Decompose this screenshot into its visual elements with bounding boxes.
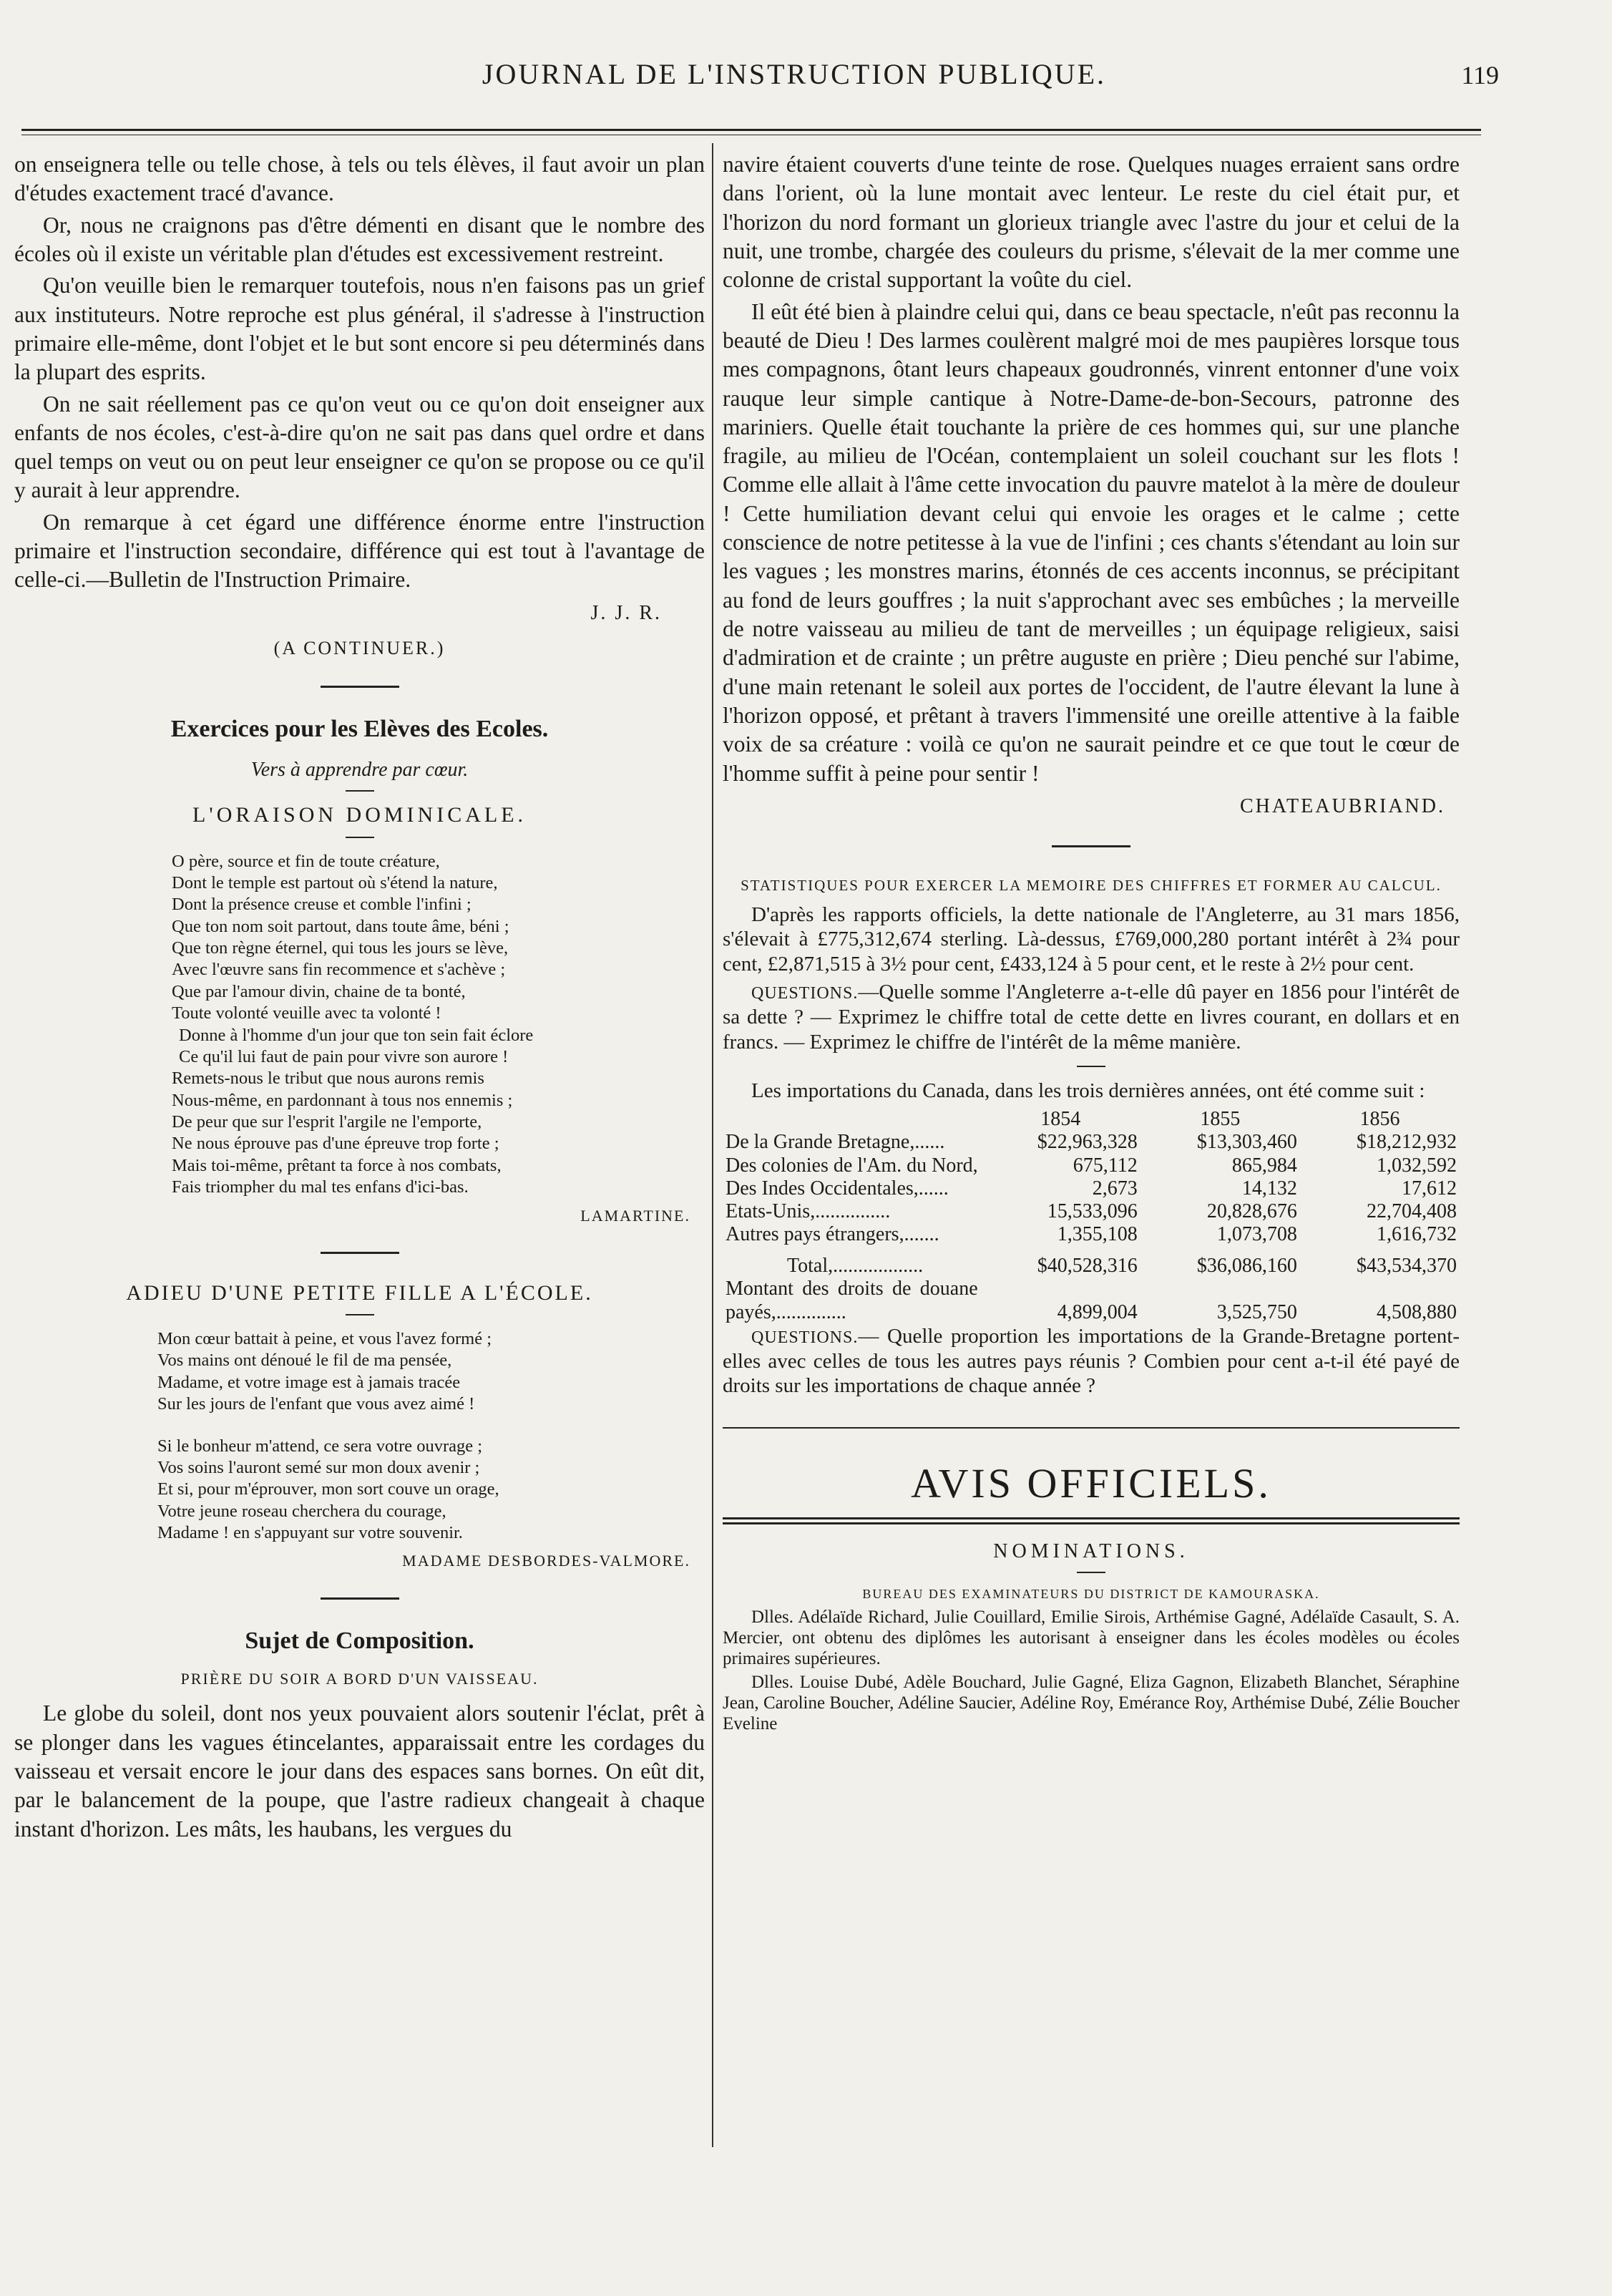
year-header: 1854: [1040, 1108, 1081, 1131]
imports-table: [723, 1108, 1460, 1324]
bureau-heading: BUREAU DES EXAMINATEURS DU DISTRICT DE KAMOURASKA.: [862, 1587, 1320, 1602]
paragraph: Dlles. Adélaïde Richard, Julie Couillard, Emilie Sirois, Arthémise Gagné, Adélaïde Casault, S. A. Mercier, ont obtenu des diplômes les autorisant à enseigner dans les écoles modèles ou écoles primaires supérieures.: [723, 1607, 1460, 1669]
row-label: Montant des droits de douane payés,..............: [726, 1278, 978, 1323]
table-row: [723, 1223, 1460, 1246]
poem-line: Madame, et votre image est à jamais tracée: [157, 1372, 461, 1392]
article-signature: J. J. R.: [590, 601, 662, 624]
section-separator: [321, 686, 399, 688]
cell-value: $40,528,316: [1037, 1255, 1138, 1278]
poem-line: Fais triompher du mal tes enfans d'ici-bas.: [172, 1177, 469, 1197]
paragraph: [723, 980, 1460, 1054]
paragraph: Or, nous ne craignons pas d'être démenti en disant que le nombre des écoles où il existe un véritable plan d'études est excessivement restreint.: [14, 212, 705, 266]
section-separator: [321, 1597, 399, 1600]
right-column: [723, 150, 1460, 1737]
row-label: De la Grande Bretagne,......: [726, 1131, 945, 1154]
article-signature: CHATEAUBRIAND.: [1240, 794, 1445, 817]
cell-value: 15,533,096: [1047, 1200, 1138, 1222]
poem-title: L'ORAISON DOMINICALE.: [192, 803, 527, 827]
small-separator: [346, 790, 374, 792]
poem-line: Que par l'amour divin, chaine de ta bonté,: [172, 981, 466, 1001]
small-separator: [346, 1314, 374, 1315]
section-separator: [321, 1252, 399, 1254]
paragraph: Qu'on veuille bien le remarquer toutefois, nous n'en faisons pas un grief aux instituteurs. Notre reproche est plus général, il s'adresse à l'instruction primaire elle-même, dont l'objet et le but sont encore si peu déterminés dans la plupart des esprits.: [14, 273, 705, 385]
small-separator: [1077, 1066, 1105, 1067]
cell-value: 22,704,408: [1367, 1200, 1457, 1222]
table-duties-row: [723, 1278, 1460, 1323]
cell-value: 4,508,880: [1377, 1300, 1457, 1323]
questions-text: — Quelle proportion les importations de la Grande-Bretagne portent-elles avec celles de tous les autres pays réunis ? Combien pour cent a-t-il été payé de droits sur les importations de chaque année ?: [723, 1324, 1460, 1398]
paragraph: D'après les rapports officiels, la dette nationale de l'Angleterre, au 31 mars 1856, s'élevait à £775,312,674 sterling. Là-dessus, £769,000,280 portant intérêt à 2¾ pour cent, £2,871,515 à 3½ pour cent, £433,124 à 5 pour cent, et le reste à 2½ pour cent.: [723, 903, 1460, 976]
exercises-title: Exercices pour les Elèves des Ecoles.: [170, 715, 549, 742]
table-row: [723, 1154, 1460, 1177]
row-label: Des colonies de l'Am. du Nord,: [726, 1154, 978, 1177]
cell-value: 1,073,708: [1216, 1223, 1297, 1246]
poem-author: LAMARTINE.: [580, 1206, 690, 1225]
poem-line: Madame ! en s'appuyant sur votre souvenir.: [157, 1523, 463, 1543]
page-number: 119: [1461, 61, 1499, 89]
avis-officiels-title: AVIS OFFICIELS.: [911, 1460, 1271, 1507]
cell-value: 865,984: [1231, 1154, 1297, 1177]
poem-line: Mon cœur battait à peine, et vous l'avez formé ;: [157, 1329, 492, 1349]
small-separator: [1077, 1572, 1105, 1573]
poem-line: Vos soins l'auront semé sur mon doux avenir ;: [157, 1457, 480, 1477]
table-header-row: [723, 1108, 1460, 1131]
poem-line: Mais toi-même, prêtant ta force à nos combats,: [172, 1155, 502, 1175]
cell-value: 4,899,004: [1057, 1300, 1138, 1323]
exercises-subtitle: Vers à apprendre par cœur.: [250, 759, 469, 782]
section-rule: [723, 1427, 1460, 1429]
questions-label: QUESTIONS.: [751, 983, 859, 1003]
double-rule: [723, 1517, 1460, 1524]
poem-line: Toute volonté veuille avec ta volonté !: [172, 1003, 441, 1023]
poem-line: Vos mains ont dénoué le fil de ma pensée,: [157, 1351, 452, 1371]
poem-line: Donne à l'homme d'un jour que ton sein fait éclore: [179, 1025, 534, 1045]
small-separator: [346, 837, 374, 838]
table-row: [723, 1177, 1460, 1200]
row-label: Des Indes Occidentales,......: [726, 1177, 949, 1200]
row-label: Etats-Unis,...............: [726, 1200, 891, 1222]
section-separator: [1052, 845, 1130, 847]
table-total-row: [723, 1246, 1460, 1278]
poem-author: MADAME DESBORDES-VALMORE.: [402, 1552, 690, 1570]
year-header: 1855: [1200, 1108, 1241, 1131]
paragraph: On remarque à cet égard une différence énorme entre l'instruction primaire et l'instruction secondaire, différence qui est tout à l'avantage de celle-ci.—Bulletin de l'Instruction Primaire.: [14, 509, 705, 593]
cell-value: 2,673: [1092, 1177, 1138, 1200]
poem-oraison: [172, 851, 705, 1199]
composition-title: Sujet de Composition.: [245, 1627, 474, 1654]
poem-line: Que ton règne éternel, qui tous les jours se lève,: [172, 938, 509, 958]
page-header: [21, 50, 1567, 107]
cell-value: $36,086,160: [1196, 1255, 1297, 1278]
paragraph: On ne sait réellement pas ce qu'on veut ou ce qu'on doit enseigner aux enfants de nos écoles, c'est-à-dire qu'on ne sait pas dans quel ordre et dans quel temps on veut ou on peut leur enseigner ce qu'on se propose ou ce qu'il y aurait à leur apprendre.: [14, 391, 705, 503]
paragraph: Le globe du soleil, dont nos yeux pouvaient alors soutenir l'éclat, prêt à se plonger dans les vagues étincelantes, apparaissait entre les cordages du vaisseau et versait encore le jour dans des espaces sans bornes. On eût dit, par le balancement de la poupe, que l'astre radieux changeait à chaque instant d'horizon. Les mâts, les haubans, les vergues du: [14, 1701, 705, 1842]
poem-title: ADIEU D'UNE PETITE FILLE A L'ÉCOLE.: [126, 1280, 593, 1305]
cell-value: 20,828,676: [1206, 1200, 1297, 1222]
questions-text: —Quelle somme l'Angleterre a-t-elle dû payer en 1856 pour l'intérêt de sa dette ? — Exprimez le chiffre total de cette dette en livres courant, en dollars et en francs. — Exprimez le chiffre de l'intérêt de la même manière.: [723, 980, 1460, 1054]
continued-note: (A CONTINUER.): [273, 637, 446, 658]
cell-value: 1,616,732: [1377, 1223, 1457, 1246]
column-divider: [712, 143, 713, 2147]
cell-value: 17,612: [1402, 1177, 1457, 1200]
poem-line: De peur que sur l'esprit l'argile ne l'emporte,: [172, 1112, 482, 1132]
poem-line: Nous-même, en pardonnant à tous nos ennemis ;: [172, 1090, 513, 1110]
cell-value: 1,355,108: [1057, 1223, 1138, 1246]
paragraph: Dlles. Louise Dubé, Adèle Bouchard, Julie Gagné, Eliza Gagnon, Elizabeth Blanchet, Séraphine Jean, Caroline Boucher, Adéline Saucier, Adéline Roy, Emérance Roy, Arthémise Dubé, Zélie Boucher Eveline: [723, 1673, 1460, 1734]
poem-line: Votre jeune roseau cherchera du courage,: [157, 1501, 446, 1521]
journal-title: JOURNAL DE L'INSTRUCTION PUBLIQUE.: [482, 58, 1107, 90]
cell-value: $18,212,932: [1357, 1131, 1457, 1154]
stats-block: [723, 903, 1460, 1104]
poem-line: Si le bonheur m'attend, ce sera votre ouvrage ;: [157, 1436, 483, 1456]
paragraph: navire étaient couverts d'une teinte de rose. Quelques nuages erraient sans ordre dans l'orient, où la lune montait avec lenteur. Le reste du ciel était pur, et l'horizon du nord formant un glorieux triangle avec l'astre du jour et celui de la nuit, une trombe, chargée des couleurs du prisme, s'élevait de la mer comme une colonne de cristal supportant la voûte du ciel.: [723, 152, 1460, 293]
poem-adieu: [157, 1328, 705, 1544]
left-column: [14, 150, 705, 1847]
poem-line: Sur les jours de l'enfant que vous avez aimé !: [157, 1394, 475, 1414]
paragraph: [723, 1324, 1460, 1398]
poem-line: Dont la présence creuse et comble l'infini ;: [172, 895, 472, 915]
cell-value: $13,303,460: [1196, 1131, 1297, 1154]
nominations-title: NOMINATIONS.: [993, 1540, 1189, 1563]
cell-value: 1,032,592: [1377, 1154, 1457, 1177]
poem-line: Et si, pour m'éprouver, mon sort couve un orage,: [157, 1479, 499, 1499]
questions-label: QUESTIONS.: [751, 1328, 859, 1347]
cell-value: 14,132: [1241, 1177, 1297, 1200]
poem-line: Ne nous éprouve pas d'une épreuve trop forte ;: [172, 1134, 499, 1154]
cell-value: 675,112: [1073, 1154, 1138, 1177]
poem-line: Ce qu'il lui faut de pain pour vivre son aurore !: [179, 1046, 509, 1066]
header-rule: [21, 129, 1481, 131]
paragraph: Les importations du Canada, dans les trois dernières années, ont été comme suit :: [751, 1079, 1425, 1103]
year-header: 1856: [1359, 1108, 1400, 1131]
row-label: Autres pays étrangers,.......: [726, 1223, 939, 1246]
cell-value: $22,963,328: [1037, 1131, 1138, 1154]
stats-title: STATISTIQUES POUR EXERCER LA MEMOIRE DES CHIFFRES ET FORMER AU CALCUL.: [741, 876, 1442, 894]
paragraph: on enseignera telle ou telle chose, à tels ou tels élèves, il faut avoir un plan d'études exactement tracé d'avance.: [14, 152, 705, 206]
row-label: Total,..................: [787, 1255, 924, 1278]
poem-line: Remets-nous le tribut que nous aurons remis: [172, 1069, 484, 1089]
paragraph: Il eût été bien à plaindre celui qui, dans ce beau spectacle, n'eût pas reconnu la beauté de Dieu ! Des larmes coulèrent malgré moi de mes paupières lorsque tous mes compagnons, ôtant leurs chapeaux goudronnés, vinrent entonner d'une voix rauque leur simple cantique à Notre-Dame-de-bon-Secours, patronne des mariniers. Quelle était touchante la prière de ces hommes qui, sur une planche fragile, au milieu de l'Océan, contemplaient un soleil couchant sur les flots ! Comme elle allait à l'âme cette invocation du pauvre matelot à la mère de douleur ! Cette humiliation devant celui qui envoie les orages et le calme ; cette conscience de notre petitesse à la vue de l'infini ; ces chants s'étendant au loin sur les vagues ; les monstres marins, étonnés de ces accents inconnus, se précipitant au fond de leurs gouffres ; la nuit s'approchant avec ses embûches ; la merveille de notre vaisseau au milieu de tant de merveilles ; un équipage religieux, saisi d'admiration et de crainte ; un prêtre auguste en prière ; Dieu penché sur l'abime, d'une main retenant le soleil aux portes de l'occident, de l'autre élevant la lune à l'horizon opposé, et prêtant à travers l'immensité une oreille attentive à la faible voix de sa créature : voilà ce qu'on ne saurait peindre et ce que tout le cœur de l'homme suffit à peine pour sentir !: [723, 298, 1460, 786]
poem-line: Dont le temple est partout où s'étend la nature,: [172, 872, 498, 892]
poem-line: Avec l'œuvre sans fin recommence et s'achève ;: [172, 960, 506, 980]
cell-value: $43,534,370: [1357, 1255, 1457, 1278]
stats-questions: [723, 1324, 1460, 1398]
composition-subtitle: PRIÈRE DU SOIR A BORD D'UN VAISSEAU.: [180, 1670, 539, 1688]
poem-line: Que ton nom soit partout, dans toute âme, béni ;: [172, 916, 509, 936]
poem-line: O père, source et fin de toute créature,: [172, 851, 440, 871]
table-row: [723, 1200, 1460, 1223]
cell-value: 3,525,750: [1216, 1300, 1297, 1323]
table-row: [723, 1131, 1460, 1154]
nominations-list: [723, 1607, 1460, 1734]
